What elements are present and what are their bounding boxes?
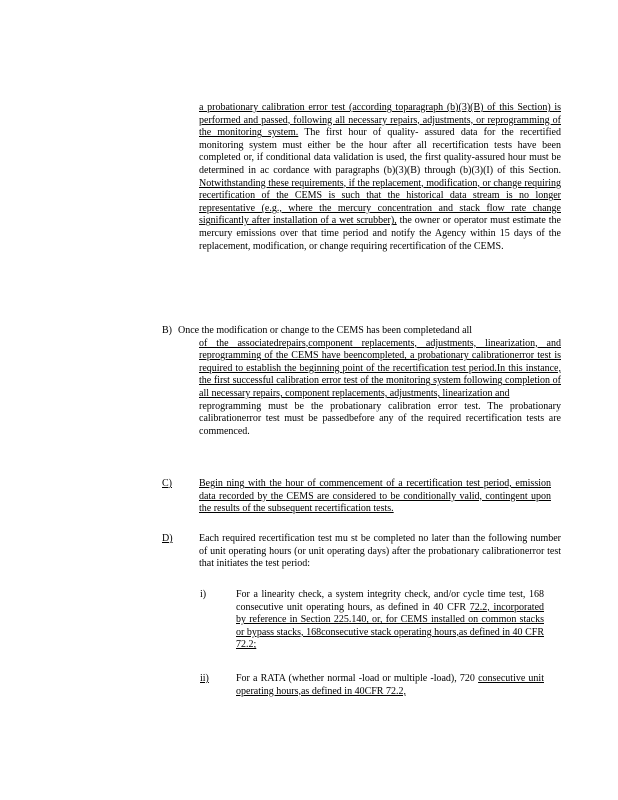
sub-item-ii-plain: For a RATA (whether normal -load or multiple -load), 720 bbox=[236, 673, 475, 684]
continuation-text-1: a probationary calibration error test (according toparagraph (b)(3)(B) of this Section) is performed and passed, following all necessary repairs, adjustments, or reprogramming of the monitoring system. bbox=[199, 102, 561, 139]
item-b-label: B) bbox=[162, 325, 172, 336]
sub-item-i-label: i) bbox=[200, 589, 207, 600]
item-b-underlined-text: of the associatedrepairs,component replacements, adjustments, linearization, and reprogramming of the CEMS have beencompleted, a probationary calibrationerror test is required to establish the beginning point of the recertification test period.In this instance, the first successful calibration error test of the monitoring system following completion of all necessary repairs, component replacements, adjustments, linearization and bbox=[199, 337, 561, 399]
item-b-lead-text: Once the modification or change to the CEMS has been completedand all bbox=[178, 325, 473, 336]
continuation-paragraph bbox=[199, 102, 561, 253]
sub-item-i-underlined: 72.2, incorporated by reference in Section 225.140, or, for CEMS installed on common stacks or bypass stacks, 168consecutive stack operating hours,as defined in 40 CFR 72.2; bbox=[236, 601, 545, 651]
item-b-paragraph bbox=[199, 338, 561, 439]
sub-item-ii-label: ii) bbox=[200, 673, 209, 684]
item-d-paragraph bbox=[199, 533, 561, 571]
continuation-text-3: Notwithstanding these requirements, if the replacement, modification, or change requiring recertification of the CEMS is such that the historical data stream is no longer representative (e.g., where the mercury concentration and stack flow rate change significantly after installation of a wet scrubber), bbox=[199, 177, 561, 227]
item-c-label: C) bbox=[162, 478, 172, 489]
sub-item-ii-underlined: consecutive unit operating hours,as defined in 40CFR 72.2, bbox=[236, 673, 544, 697]
item-c-text: Begin ning with the hour of commencement of a recertification test period, emission data recorded by the CEMS are considered to be conditionally valid, contingent upon the results of the subsequent recertification tests. bbox=[199, 478, 551, 515]
continuation-text-2: The first hour of quality- assured data for the recertified monitoring system must either be the hour after all recertification tests have been completed or, if conditional data validation is used, the first quality-assured hour must be determined in ac cordance with paragraphs (b)(3)(B) through (b)(3)(I) of this Section. bbox=[199, 127, 561, 176]
item-b-plain-text: reprogramming must be the probationary calibration error test. The probationary calibrationerror test must be passedbefore any of the required recertification tests are commenced. bbox=[199, 400, 561, 437]
item-d-text: Each required recertification test mu st be completed no later than the following number of unit operating hours (or unit operating days) after the probationary calibrationerror test that initiates the test period: bbox=[199, 533, 561, 570]
continuation-text-4: the owner or operator must estimate the mercury emissions over that time period and notify the Agency within 15 days of the replacement, modification, or change requiring recertification of the CEMS. bbox=[199, 215, 562, 252]
sub-item-ii-paragraph bbox=[236, 673, 544, 698]
sub-item-i-paragraph bbox=[236, 589, 544, 652]
sub-item-i-plain: For a linearity check, a system integrity check, and/or cycle time test, 168 consecutive unit operating hours, as defined in 40 CFR bbox=[236, 589, 544, 613]
item-b-lead bbox=[178, 325, 532, 338]
item-c-paragraph bbox=[199, 478, 551, 516]
item-d-label: D) bbox=[162, 533, 173, 544]
